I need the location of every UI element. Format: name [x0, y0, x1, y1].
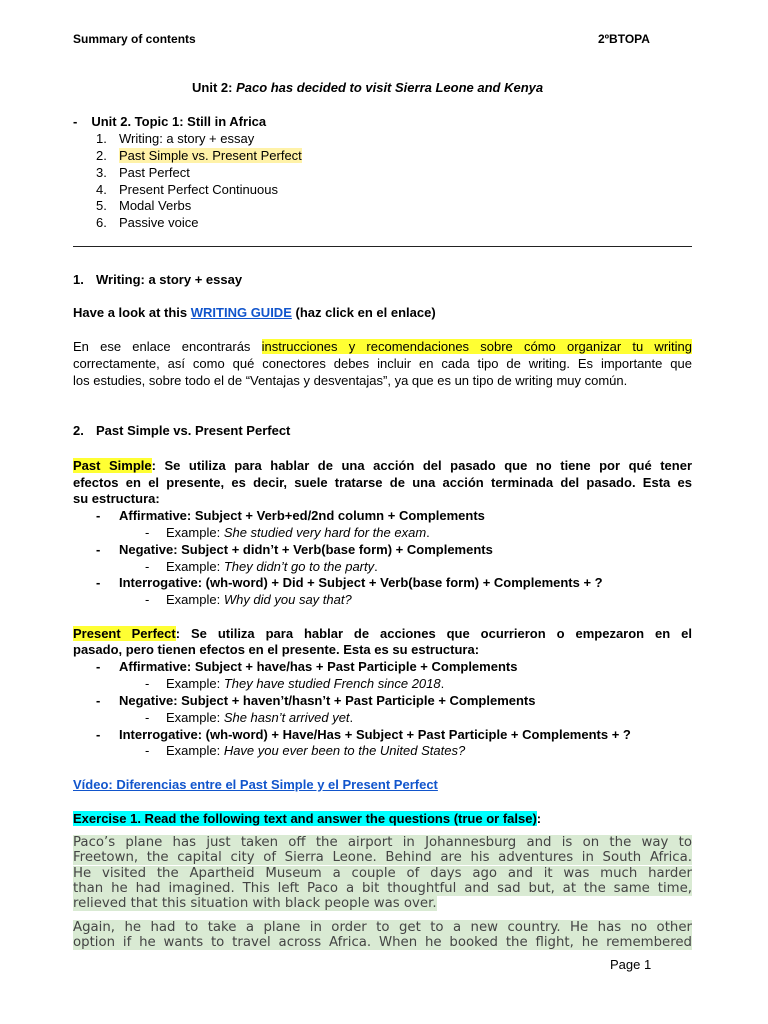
present-perfect-affirmative-example — [145, 675, 444, 692]
section-title: Writing: a story + essay — [96, 272, 243, 287]
present-perfect-negative — [96, 692, 536, 709]
exercise-title-text: Exercise 1. Read the following text and answer the questions (true or false) — [73, 811, 537, 826]
bullet-dash: - — [96, 727, 101, 742]
reading-line: than he had imagined. This left Paco a bit thoughtful and sad but, at the same time, — [73, 880, 692, 896]
example-text: They have studied French since 2018 — [223, 676, 441, 691]
reading-line: option if he wants to travel across Africa. When he booked the flight, he remembered — [73, 935, 692, 951]
present-perfect-def-line-1 — [73, 625, 692, 642]
example-text: She hasn’t arrived yet — [223, 710, 350, 725]
para-text: En ese enlace encontrarás — [73, 339, 262, 354]
section1-para-line-1 — [73, 338, 692, 355]
topic-item-num: 5. — [96, 198, 107, 213]
topic-item-4 — [96, 181, 278, 198]
example-label: Example: — [166, 592, 224, 607]
section-number: 2. — [73, 423, 84, 438]
writing-guide-link[interactable]: WRITING GUIDE — [190, 305, 292, 320]
topic-item-5 — [96, 197, 191, 214]
past-simple-negative — [96, 541, 493, 558]
topic-dash: - — [73, 114, 78, 129]
topic-item-text: Modal Verbs — [119, 198, 192, 213]
guide-text-before: Have a look at this — [73, 305, 191, 320]
topic-item-3 — [96, 164, 190, 181]
topic-item-num: 1. — [96, 131, 107, 146]
topic-label: Unit 2. Topic 1: Still in Africa — [91, 114, 267, 129]
present-perfect-def-line-2: pasado, pero tienen efectos en el presente. Esta es su estructura: — [73, 642, 480, 657]
past-simple-affirmative-example — [145, 524, 430, 541]
example-end: . — [440, 676, 445, 691]
reading-line: Again, he had to take a plane in order to get to a new country. He has no other — [73, 920, 692, 935]
topic-item-text: Writing: a story + essay — [119, 131, 255, 146]
video-link-line — [73, 776, 438, 793]
past-simple-interrogative-example — [145, 591, 352, 608]
bullet-dash: - — [145, 743, 150, 758]
present-perfect-interrogative — [96, 726, 631, 743]
page-number: Page 1 — [610, 957, 652, 972]
past-simple-def-line-1 — [73, 457, 692, 474]
past-simple-affirmative — [96, 507, 485, 524]
bullet-dash: - — [96, 693, 101, 708]
form-label: Negative: Subject + haven’t/hasn’t + Past Participle + Complements — [119, 693, 536, 708]
divider — [73, 246, 692, 247]
example-end: . — [349, 710, 354, 725]
form-label: Affirmative: Subject + Verb+ed/2nd column + Complements — [119, 508, 485, 523]
example-end: . — [374, 559, 378, 574]
reading-line: Paco’s plane has just taken off the airport in Johannesburg and is on the way to — [73, 835, 692, 850]
example-text: Why did you say that? — [223, 592, 352, 607]
reading-paragraph-1 — [73, 835, 692, 911]
past-simple-def-line-2: efectos en el presente, es decir, suele tratarse de una acción terminada del pasado. Esta es — [73, 475, 692, 490]
bullet-dash: - — [96, 542, 101, 557]
topic-item-num: 3. — [96, 165, 107, 180]
section-title: Past Simple vs. Present Perfect — [96, 423, 291, 438]
section2-heading — [73, 422, 290, 439]
past-simple-term: Past Simple — [73, 458, 152, 473]
form-label: Interrogative: (wh-word) + Have/Has + Subject + Past Participle + Complements + ? — [119, 727, 631, 742]
example-label: Example: — [166, 676, 224, 691]
present-perfect-interrogative-example — [145, 742, 465, 759]
bullet-dash: - — [96, 659, 101, 674]
def-text: : Se utiliza para hablar de acciones que ocurrieron o empezaron en el — [175, 626, 693, 641]
guide-text-after: (haz click en el enlace) — [291, 305, 436, 320]
topic-item-num: 2. — [96, 148, 107, 163]
writing-guide-line — [73, 304, 436, 321]
bullet-dash: - — [145, 559, 150, 574]
bullet-dash: - — [96, 575, 101, 590]
example-end: . — [426, 525, 430, 540]
def-text: : Se utiliza para hablar de una acción del pasado que no tiene por qué tener — [151, 458, 693, 473]
reading-line: He visited the Apartheid Museum a couple of days ago and it was much harder — [73, 865, 692, 881]
topic-item-1 — [96, 130, 254, 147]
example-text: They didn’t go to the party — [223, 559, 375, 574]
unit-title — [192, 79, 543, 96]
bullet-dash: - — [145, 525, 150, 540]
example-label: Example: — [166, 743, 224, 758]
header-left: Summary of contents — [73, 32, 196, 46]
present-perfect-term: Present Perfect — [73, 626, 176, 641]
topic-item-text: Past Perfect — [119, 165, 190, 180]
bullet-dash: - — [145, 592, 150, 607]
form-label: Interrogative: (wh-word) + Did + Subject + Verb(base form) + Complements + ? — [119, 575, 603, 590]
topic-item-text: Past Simple vs. Present Perfect — [119, 148, 302, 163]
header-right: 2ºBTOPA — [598, 32, 650, 46]
section-number: 1. — [73, 272, 84, 287]
video-link[interactable]: Vídeo: Diferencias entre el Past Simple y el Present Perfect — [73, 777, 438, 792]
bullet-dash: - — [145, 676, 150, 691]
topic-item-num: 6. — [96, 215, 107, 230]
example-label: Example: — [166, 710, 224, 725]
para-highlight: instrucciones y recomendaciones sobre cómo organizar tu writing — [261, 339, 692, 354]
reading-line: relieved that this situation with black people was over. — [73, 896, 437, 912]
topic-item-2 — [96, 147, 302, 164]
section1-heading — [73, 271, 242, 288]
topic-item-num: 4. — [96, 182, 107, 197]
unit-title-text: Paco has decided to visit Sierra Leone and Kenya — [236, 80, 544, 95]
bullet-dash: - — [96, 508, 101, 523]
form-label: Negative: Subject + didn’t + Verb(base form) + Complements — [119, 542, 493, 557]
form-label: Affirmative: Subject + have/has + Past Participle + Complements — [119, 659, 518, 674]
bullet-dash: - — [145, 710, 150, 725]
unit-title-prefix: Unit 2: — [192, 80, 237, 95]
topic-item-text: Passive voice — [119, 215, 199, 230]
past-simple-interrogative — [96, 574, 603, 591]
example-text: Have you ever been to the United States? — [223, 743, 466, 758]
past-simple-negative-example — [145, 558, 378, 575]
reading-line: Freetown, the capital city of Sierra Leone. Behind are his adventures in South Africa. — [73, 850, 692, 866]
past-simple-def-line-3: su estructura: — [73, 491, 160, 506]
section1-para-line-3: los estudies, sobre todo el de “Ventajas y desventajas”, ya que es un tipo de writing muy común. — [73, 373, 628, 388]
topic-heading — [73, 113, 266, 130]
example-label: Example: — [166, 559, 224, 574]
topic-item-6 — [96, 214, 198, 231]
reading-paragraph-2 — [73, 920, 692, 951]
topic-item-text: Present Perfect Continuous — [119, 182, 278, 197]
exercise-title — [73, 810, 541, 827]
exercise-title-colon: : — [536, 811, 542, 826]
present-perfect-negative-example — [145, 709, 353, 726]
present-perfect-affirmative — [96, 658, 517, 675]
example-label: Example: — [166, 525, 224, 540]
example-text: She studied very hard for the exam — [223, 525, 427, 540]
section1-para-line-2: correctamente, así como qué conectores debes incluir en cada tipo de writing. Es importante que — [73, 356, 692, 371]
